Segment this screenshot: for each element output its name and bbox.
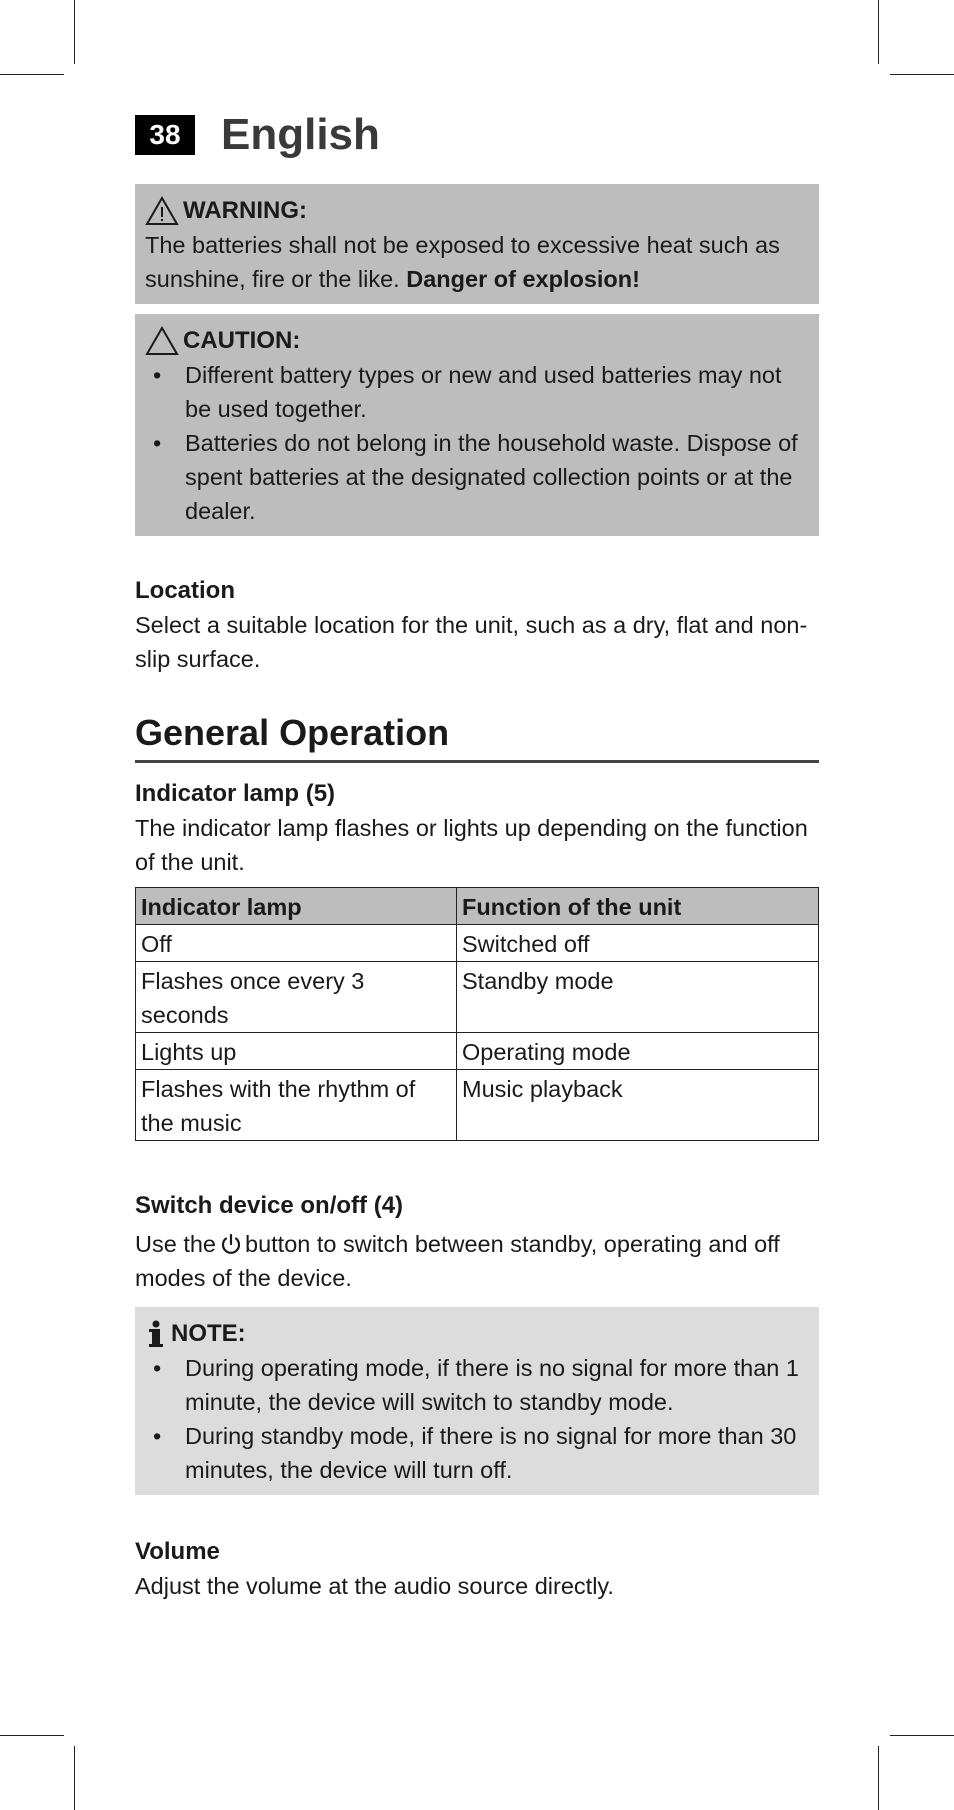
- bullet: •: [153, 362, 162, 388]
- location-heading: Location: [135, 577, 235, 604]
- caution-list: [145, 358, 809, 528]
- list-item-text: Different battery types or new and used batteries may not be used together.: [185, 362, 782, 422]
- location-text: Select a suitable location for the unit, such as a dry, flat and non-slip surface.: [135, 612, 808, 672]
- table-cell: Off: [136, 925, 457, 962]
- note-heading: [145, 1317, 809, 1351]
- warning-text: The batteries shall not be exposed to excessive heat such as sunshine, fire or the like.: [145, 232, 780, 292]
- indicator-text: The indicator lamp flashes or lights up depending on the function of the unit.: [135, 815, 808, 875]
- caution-heading: [145, 324, 809, 358]
- table-cell: Lights up: [136, 1033, 457, 1070]
- crop-mark: [890, 74, 954, 75]
- table-cell: Flashes with the rhythm of the music: [136, 1070, 457, 1141]
- caution-triangle-icon: [145, 326, 179, 356]
- list-item: [145, 1419, 809, 1487]
- caution-title: CAUTION:: [183, 327, 301, 354]
- volume-heading: Volume: [135, 1538, 220, 1565]
- crop-mark: [878, 1746, 879, 1810]
- switch-text: [135, 1227, 819, 1295]
- list-item-text: During standby mode, if there is no signal for more than 30 minutes, the device will turn off.: [185, 1423, 797, 1483]
- indicator-table: [135, 887, 819, 1141]
- note-list: [145, 1351, 809, 1487]
- table-cell: Switched off: [457, 925, 819, 962]
- bullet: •: [153, 1423, 162, 1449]
- crop-mark: [0, 74, 64, 75]
- list-item: [145, 426, 809, 528]
- info-icon: [145, 1319, 167, 1349]
- table-header-row: [136, 888, 819, 925]
- location-section: [135, 574, 819, 676]
- crop-mark: [878, 0, 879, 64]
- table-row: [136, 925, 819, 962]
- crop-mark: [0, 1735, 64, 1736]
- caution-box: [135, 314, 819, 536]
- bullet: •: [153, 1355, 162, 1381]
- indicator-heading: Indicator lamp (5): [135, 780, 336, 807]
- table-row: [136, 962, 819, 1033]
- bullet: •: [153, 430, 162, 456]
- page-number: 38: [135, 115, 195, 155]
- table-header: Function of the unit: [457, 888, 819, 925]
- page-header: [135, 108, 819, 162]
- switch-text-before: Use the: [135, 1231, 216, 1257]
- crop-mark: [74, 0, 75, 64]
- warning-box: [135, 184, 819, 304]
- list-item: [145, 1351, 809, 1419]
- warning-triangle-icon: [145, 196, 179, 226]
- switch-text-after: button to switch between standby, operating and off modes of the device.: [135, 1231, 780, 1291]
- power-icon: [220, 1233, 242, 1255]
- page-content: [135, 108, 819, 1603]
- warning-heading: [145, 194, 809, 228]
- switch-heading: Switch device on/off (4): [135, 1192, 404, 1219]
- list-item-text: During operating mode, if there is no signal for more than 1 minute, the device will switch to standby mode.: [185, 1355, 799, 1415]
- section-title: General Operation: [135, 712, 819, 763]
- crop-mark: [74, 1746, 75, 1810]
- list-item: [145, 358, 809, 426]
- note-title: NOTE:: [171, 1320, 246, 1347]
- table-row: [136, 1033, 819, 1070]
- table-cell: Music playback: [457, 1070, 819, 1141]
- crop-mark: [890, 1735, 954, 1736]
- warning-title: WARNING:: [183, 197, 307, 224]
- volume-text: Adjust the volume at the audio source directly.: [135, 1573, 614, 1599]
- switch-section: [135, 1189, 819, 1295]
- note-box: [135, 1307, 819, 1495]
- warning-text-block: [145, 228, 809, 296]
- warning-emphasis: Danger of explosion!: [406, 266, 640, 292]
- table-row: [136, 1070, 819, 1141]
- language-title: English: [221, 110, 380, 159]
- list-item-text: Batteries do not belong in the household waste. Dispose of spent batteries at the designated collection points or at the dealer.: [185, 430, 798, 524]
- volume-section: [135, 1535, 819, 1603]
- table-cell: Operating mode: [457, 1033, 819, 1070]
- table-cell: Flashes once every 3 seconds: [136, 962, 457, 1033]
- table-header: Indicator lamp: [136, 888, 457, 925]
- table-cell: Standby mode: [457, 962, 819, 1033]
